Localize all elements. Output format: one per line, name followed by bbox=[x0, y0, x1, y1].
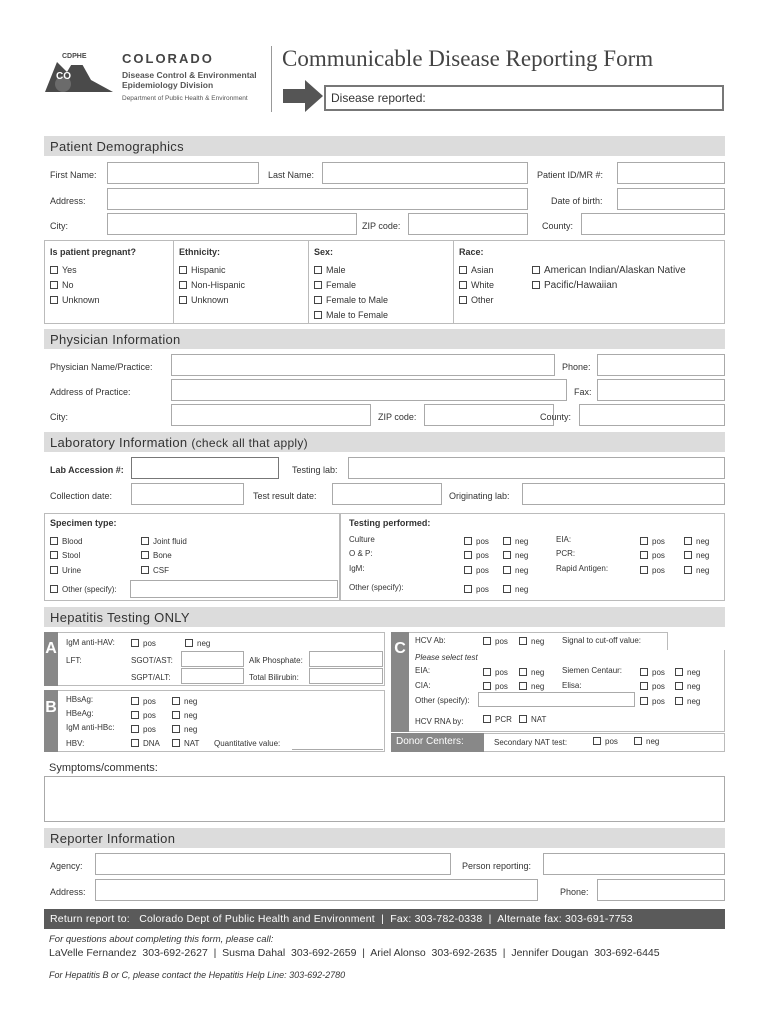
pregnant-label: Is patient pregnant? bbox=[50, 247, 137, 257]
county-label: County: bbox=[542, 221, 574, 231]
specimen-urine[interactable]: Urine bbox=[50, 566, 81, 575]
pregnant-yes[interactable]: Yes bbox=[50, 265, 77, 275]
division-line2: Epidemiology Division bbox=[122, 80, 214, 90]
race-white[interactable]: White bbox=[459, 280, 494, 290]
hbv-nat[interactable]: NAT bbox=[172, 739, 199, 748]
race-american-indian[interactable]: American Indian/Alaskan Native bbox=[532, 265, 686, 276]
hav-neg[interactable]: neg bbox=[185, 639, 210, 648]
hbeag-label: HBeAg: bbox=[66, 709, 94, 718]
test-igm: IgM: bbox=[349, 564, 365, 573]
elisa-pos[interactable]: pos bbox=[640, 682, 665, 691]
hcv-rna-nat[interactable]: NAT bbox=[519, 715, 546, 724]
signal-label: Signal to cut-off value: bbox=[562, 636, 642, 645]
physician-county-field[interactable] bbox=[579, 404, 725, 426]
logo-co: CO bbox=[56, 71, 71, 82]
physician-zip-label: ZIP code: bbox=[378, 412, 417, 422]
elisa-label: Elisa: bbox=[562, 681, 582, 690]
sex-label: Sex: bbox=[314, 247, 334, 257]
patient-section-header: Patient Demographics bbox=[44, 136, 725, 156]
physician-county-label: County: bbox=[540, 412, 572, 422]
patient-id-field[interactable] bbox=[617, 162, 725, 184]
hcv-eia-pos[interactable]: pos bbox=[483, 668, 508, 677]
dob-field[interactable] bbox=[617, 188, 725, 210]
igm-hav-label: IgM anti-HAV: bbox=[66, 638, 115, 647]
pcr-pos[interactable]: pos bbox=[640, 551, 665, 560]
ethnicity-hispanic[interactable]: Hispanic bbox=[179, 265, 226, 275]
last-name-label: Last Name: bbox=[268, 170, 315, 180]
questions-text: For questions about completing this form, please call: bbox=[49, 934, 274, 945]
hcv-cia-label: CIA: bbox=[415, 681, 431, 690]
quant-field[interactable] bbox=[292, 734, 383, 750]
test-other-field[interactable] bbox=[415, 578, 460, 596]
reporter-address-field[interactable] bbox=[95, 879, 538, 901]
testing-lab-field[interactable] bbox=[348, 457, 725, 479]
logo-badge: CDPHE bbox=[62, 53, 87, 60]
hav-pos[interactable]: pos bbox=[131, 639, 156, 648]
sgpt-field[interactable] bbox=[181, 668, 244, 684]
lab-section-header bbox=[44, 432, 725, 452]
reporter-phone-field[interactable] bbox=[597, 879, 725, 901]
zip-label: ZIP code: bbox=[362, 221, 401, 231]
pcr-neg[interactable]: neg bbox=[684, 551, 709, 560]
reporter-phone-label: Phone: bbox=[560, 887, 589, 897]
hbeag-neg[interactable]: neg bbox=[172, 711, 197, 720]
address-field[interactable] bbox=[107, 188, 528, 210]
physician-section-header: Physician Information bbox=[44, 329, 725, 349]
physician-fax-field[interactable] bbox=[597, 379, 725, 401]
hcv-ab-neg[interactable]: neg bbox=[519, 637, 544, 646]
physician-phone-label: Phone: bbox=[562, 362, 591, 372]
secondary-nat-neg[interactable]: neg bbox=[634, 737, 659, 746]
address-label: Address: bbox=[50, 196, 86, 206]
op-pos[interactable]: pos bbox=[464, 551, 489, 560]
collection-date-label: Collection date: bbox=[50, 491, 113, 501]
specimen-other[interactable]: Other (specify): bbox=[50, 585, 117, 594]
testing-lab-label: Testing lab: bbox=[292, 465, 338, 475]
hep-a-label: A bbox=[45, 640, 57, 657]
last-name-field[interactable] bbox=[322, 162, 528, 184]
originating-lab-label: Originating lab: bbox=[449, 491, 510, 501]
sgot-field[interactable] bbox=[181, 651, 244, 667]
pregnant-unknown[interactable]: Unknown bbox=[50, 295, 100, 305]
city-label: City: bbox=[50, 221, 68, 231]
rapid-neg[interactable]: neg bbox=[684, 566, 709, 575]
physician-name-field[interactable] bbox=[171, 354, 555, 376]
header-divider bbox=[271, 46, 272, 112]
op-neg[interactable]: neg bbox=[503, 551, 528, 560]
signal-field[interactable] bbox=[667, 632, 725, 650]
agency-label: Agency: bbox=[50, 861, 83, 871]
result-date-field[interactable] bbox=[332, 483, 442, 505]
person-reporting-label: Person reporting: bbox=[462, 861, 532, 871]
lab-section-title: Laboratory Information bbox=[50, 435, 188, 450]
practice-address-label: Address of Practice: bbox=[50, 387, 131, 397]
race-asian[interactable]: Asian bbox=[459, 265, 494, 275]
divider bbox=[453, 240, 454, 324]
reporter-address-label: Address: bbox=[50, 887, 86, 897]
physician-phone-field[interactable] bbox=[597, 354, 725, 376]
specimen-stool[interactable]: Stool bbox=[50, 551, 80, 560]
physician-name-label: Physician Name/Practice: bbox=[50, 362, 153, 372]
first-name-label: First Name: bbox=[50, 170, 97, 180]
siemen-neg[interactable]: neg bbox=[675, 668, 700, 677]
race-label: Race: bbox=[459, 247, 484, 257]
hcv-rna-label: HCV RNA by: bbox=[415, 717, 464, 726]
dob-label: Date of birth: bbox=[551, 196, 603, 206]
specimen-other-field[interactable] bbox=[130, 580, 338, 598]
result-date-label: Test result date: bbox=[253, 491, 317, 501]
siemen-pos[interactable]: pos bbox=[640, 668, 665, 677]
specimen-label: Specimen type: bbox=[50, 518, 117, 528]
igm-hbc-label: IgM anti-HBc: bbox=[66, 723, 115, 732]
hcv-cia-neg[interactable]: neg bbox=[519, 682, 544, 691]
hep-c-label: C bbox=[394, 640, 406, 657]
division-line1: Disease Control & Environmental bbox=[122, 70, 257, 80]
donor-centers-label: Donor Centers: bbox=[391, 733, 484, 752]
test-eia: EIA: bbox=[556, 535, 572, 544]
lab-accession-field[interactable] bbox=[131, 457, 279, 479]
hcv-eia-label: EIA: bbox=[415, 666, 431, 675]
race-other[interactable]: Other bbox=[459, 295, 494, 305]
hbc-pos[interactable]: pos bbox=[131, 725, 156, 734]
county-field[interactable] bbox=[581, 213, 725, 235]
elisa-neg[interactable]: neg bbox=[675, 682, 700, 691]
divider bbox=[308, 240, 309, 324]
hep-b-label: B bbox=[45, 699, 57, 716]
hepatitis-section-header: Hepatitis Testing ONLY bbox=[44, 607, 725, 627]
hbsag-label: HBsAg: bbox=[66, 695, 94, 704]
sex-female[interactable]: Female bbox=[314, 280, 356, 290]
sex-male[interactable]: Male bbox=[314, 265, 346, 275]
return-report-bar: Return report to: Colorado Dept of Public Health and Environment | Fax: 303-782-0338 | Alternate fax: 303-691-7753 bbox=[44, 909, 725, 929]
test-rapid-antigen: Rapid Antigen: bbox=[556, 564, 609, 573]
hbeag-pos[interactable]: pos bbox=[131, 711, 156, 720]
test-op: O & P: bbox=[349, 549, 373, 558]
physician-city-field[interactable] bbox=[171, 404, 371, 426]
agency-field[interactable] bbox=[95, 853, 451, 875]
bili-label: Total Bilirubin: bbox=[249, 673, 299, 682]
sgpt-label: SGPT/ALT: bbox=[131, 673, 171, 682]
hcv-ab-pos[interactable]: pos bbox=[483, 637, 508, 646]
specimen-joint-fluid[interactable]: Joint fluid bbox=[141, 537, 187, 546]
practice-address-field[interactable] bbox=[171, 379, 567, 401]
igm-pos[interactable]: pos bbox=[464, 566, 489, 575]
sgot-label: SGOT/AST: bbox=[131, 656, 173, 665]
quant-label: Quantitative value: bbox=[214, 739, 281, 748]
zip-field[interactable] bbox=[408, 213, 528, 235]
symptoms-label: Symptoms/comments: bbox=[49, 762, 158, 774]
pregnant-no[interactable]: No bbox=[50, 280, 74, 290]
sex-mtf[interactable]: Male to Female bbox=[314, 310, 388, 320]
test-other: Other (specify): bbox=[349, 583, 404, 592]
other-pos[interactable]: pos bbox=[640, 697, 665, 706]
originating-lab-field[interactable] bbox=[522, 483, 725, 505]
ethnicity-unknown[interactable]: Unknown bbox=[179, 295, 229, 305]
city-field[interactable] bbox=[107, 213, 357, 235]
contacts-text: LaVelle Fernandez 303-692-2627 | Susma Dahal 303-692-2659 | Ariel Alonso 303-692-2635 | Jennifer Dougan 303-692-6445 bbox=[49, 947, 660, 959]
collection-date-field[interactable] bbox=[131, 483, 244, 505]
select-test-note: Please select test bbox=[415, 653, 478, 662]
lab-section-note: (check all that apply) bbox=[191, 436, 308, 450]
patient-id-label: Patient ID/MR #: bbox=[537, 170, 604, 180]
rapid-pos[interactable]: pos bbox=[640, 566, 665, 575]
reporter-section-header: Reporter Information bbox=[44, 828, 725, 848]
hbc-neg[interactable]: neg bbox=[172, 725, 197, 734]
hbsag-pos[interactable]: pos bbox=[131, 697, 156, 706]
sex-ftm[interactable]: Female to Male bbox=[314, 295, 388, 305]
eia-pos[interactable]: pos bbox=[640, 537, 665, 546]
lab-accession-label: Lab Accession #: bbox=[50, 465, 124, 475]
lft-label: LFT: bbox=[66, 656, 82, 665]
other-neg[interactable]: neg bbox=[675, 697, 700, 706]
arrow-icon bbox=[283, 80, 323, 112]
disease-reported-label: Disease reported: bbox=[331, 91, 426, 105]
specimen-blood[interactable]: Blood bbox=[50, 537, 82, 546]
hcv-other-field[interactable] bbox=[478, 692, 635, 707]
secondary-nat-pos[interactable]: pos bbox=[593, 737, 618, 746]
eia-neg[interactable]: neg bbox=[684, 537, 709, 546]
physician-zip-field[interactable] bbox=[424, 404, 554, 426]
ethnicity-non-hispanic[interactable]: Non-Hispanic bbox=[179, 280, 245, 290]
testing-performed-label: Testing performed: bbox=[349, 518, 431, 528]
culture-neg[interactable]: neg bbox=[503, 537, 528, 546]
secondary-nat-label: Secondary NAT test: bbox=[494, 738, 568, 747]
physician-city-label: City: bbox=[50, 412, 68, 422]
org-name: COLORADO bbox=[122, 51, 214, 66]
hbv-label: HBV: bbox=[66, 739, 85, 748]
test-culture: Culture bbox=[349, 535, 375, 544]
alk-label: Alk Phosphate: bbox=[249, 656, 303, 665]
divider bbox=[173, 240, 174, 324]
igm-neg[interactable]: neg bbox=[503, 566, 528, 575]
culture-pos[interactable]: pos bbox=[464, 537, 489, 546]
specimen-csf[interactable]: CSF bbox=[141, 566, 169, 575]
ethnicity-label: Ethnicity: bbox=[179, 247, 221, 257]
hepatitis-helpline-text: For Hepatitis B or C, please contact the Hepatitis Help Line: 303-692-2780 bbox=[49, 970, 346, 980]
specimen-bone[interactable]: Bone bbox=[141, 551, 172, 560]
bili-field[interactable] bbox=[309, 668, 383, 684]
hcv-ab-label: HCV Ab: bbox=[415, 636, 446, 645]
test-pcr: PCR: bbox=[556, 549, 576, 558]
symptoms-field[interactable] bbox=[44, 776, 725, 822]
person-reporting-field[interactable] bbox=[543, 853, 725, 875]
alk-field[interactable] bbox=[309, 651, 383, 667]
hbv-dna[interactable]: DNA bbox=[131, 739, 160, 748]
siemen-label: Siemen Centaur: bbox=[562, 666, 623, 675]
hcv-rna-pcr[interactable]: PCR bbox=[483, 715, 512, 724]
hbsag-neg[interactable]: neg bbox=[172, 697, 197, 706]
other-test-pos[interactable]: pos bbox=[464, 585, 489, 594]
department: Department of Public Health & Environment bbox=[122, 95, 248, 102]
other-test-neg[interactable]: neg bbox=[503, 585, 528, 594]
race-pacific[interactable]: Pacific/Hawaiian bbox=[532, 280, 617, 291]
hcv-other-label: Other (specify): bbox=[415, 696, 470, 705]
first-name-field[interactable] bbox=[107, 162, 259, 184]
form-title: Communicable Disease Reporting Form bbox=[282, 46, 654, 71]
hcv-eia-neg[interactable]: neg bbox=[519, 668, 544, 677]
physician-fax-label: Fax: bbox=[574, 387, 592, 397]
hcv-cia-pos[interactable]: pos bbox=[483, 682, 508, 691]
